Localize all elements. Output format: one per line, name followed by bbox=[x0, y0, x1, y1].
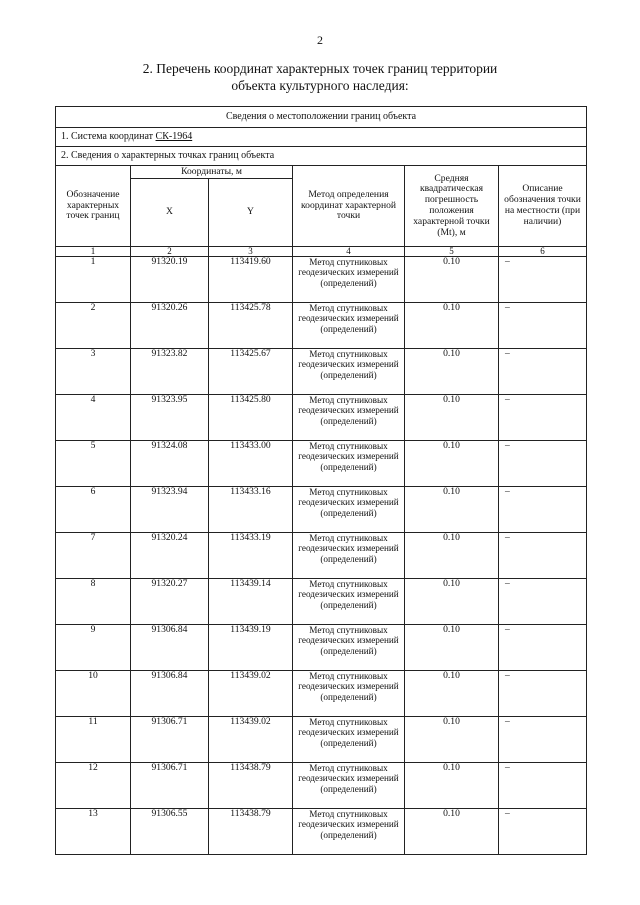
table-row bbox=[56, 809, 587, 855]
column-number: 6 bbox=[499, 247, 587, 257]
accuracy-cell: 0.10 bbox=[405, 533, 499, 579]
y-cell: 113433.19 bbox=[209, 533, 293, 579]
description-cell: – bbox=[499, 763, 587, 809]
point-cell: 11 bbox=[56, 717, 131, 763]
description-cell: – bbox=[499, 441, 587, 487]
description-cell: – bbox=[499, 717, 587, 763]
column-number: 3 bbox=[209, 247, 293, 257]
description-cell: – bbox=[499, 579, 587, 625]
coordinate-system-label: 1. Система координат bbox=[61, 130, 156, 142]
y-cell: 113439.02 bbox=[209, 671, 293, 717]
y-cell: 113425.80 bbox=[209, 395, 293, 441]
x-cell: 91306.71 bbox=[131, 717, 209, 763]
accuracy-cell: 0.10 bbox=[405, 441, 499, 487]
table-row bbox=[56, 579, 587, 625]
document-title bbox=[0, 60, 640, 94]
table-row bbox=[56, 395, 587, 441]
accuracy-cell: 0.10 bbox=[405, 349, 499, 395]
header-coordinates: Координаты, м bbox=[131, 166, 293, 179]
point-cell: 8 bbox=[56, 579, 131, 625]
header-x: X bbox=[131, 179, 209, 247]
x-cell: 91306.71 bbox=[131, 763, 209, 809]
point-cell: 4 bbox=[56, 395, 131, 441]
accuracy-cell: 0.10 bbox=[405, 625, 499, 671]
x-cell: 91320.19 bbox=[131, 257, 209, 303]
y-cell: 113439.14 bbox=[209, 579, 293, 625]
method-cell: Метод спутниковых геодезических измерений (определений) bbox=[293, 349, 405, 395]
table-row bbox=[56, 257, 587, 303]
point-cell: 10 bbox=[56, 671, 131, 717]
header-description: Описание обозначения точки на местности (при наличии) bbox=[499, 166, 587, 247]
description-cell: – bbox=[499, 257, 587, 303]
description-cell: – bbox=[499, 533, 587, 579]
y-cell: 113419.60 bbox=[209, 257, 293, 303]
column-number: 5 bbox=[405, 247, 499, 257]
x-cell: 91320.27 bbox=[131, 579, 209, 625]
y-cell: 113438.79 bbox=[209, 763, 293, 809]
section-header: Сведения о местоположении границ объекта bbox=[56, 107, 587, 128]
method-cell: Метод спутниковых геодезических измерений (определений) bbox=[293, 809, 405, 855]
title-line-2: объекта культурного наследия: bbox=[231, 78, 409, 93]
method-cell: Метод спутниковых геодезических измерений (определений) bbox=[293, 671, 405, 717]
x-cell: 91306.84 bbox=[131, 671, 209, 717]
table-row bbox=[56, 441, 587, 487]
table-row bbox=[56, 487, 587, 533]
description-cell: – bbox=[499, 625, 587, 671]
point-cell: 13 bbox=[56, 809, 131, 855]
table-row bbox=[56, 671, 587, 717]
point-cell: 12 bbox=[56, 763, 131, 809]
y-cell: 113438.79 bbox=[209, 809, 293, 855]
method-cell: Метод спутниковых геодезических измерений (определений) bbox=[293, 303, 405, 349]
table-row bbox=[56, 533, 587, 579]
method-cell: Метод спутниковых геодезических измерений (определений) bbox=[293, 395, 405, 441]
accuracy-cell: 0.10 bbox=[405, 487, 499, 533]
x-cell: 91320.26 bbox=[131, 303, 209, 349]
description-cell: – bbox=[499, 395, 587, 441]
header-y: Y bbox=[209, 179, 293, 247]
point-cell: 9 bbox=[56, 625, 131, 671]
accuracy-cell: 0.10 bbox=[405, 395, 499, 441]
table-row bbox=[56, 717, 587, 763]
point-cell: 2 bbox=[56, 303, 131, 349]
description-cell: – bbox=[499, 303, 587, 349]
point-cell: 5 bbox=[56, 441, 131, 487]
header-accuracy: Средняя квадратическая погрешность положения характерной точки (Mt), м bbox=[405, 166, 499, 247]
page-number: 2 bbox=[317, 33, 323, 47]
column-number: 4 bbox=[293, 247, 405, 257]
x-cell: 91323.95 bbox=[131, 395, 209, 441]
accuracy-cell: 0.10 bbox=[405, 671, 499, 717]
description-cell: – bbox=[499, 349, 587, 395]
method-cell: Метод спутниковых геодезических измерений (определений) bbox=[293, 487, 405, 533]
method-cell: Метод спутниковых геодезических измерений (определений) bbox=[293, 717, 405, 763]
method-cell: Метод спутниковых геодезических измерений (определений) bbox=[293, 257, 405, 303]
points-info-row: 2. Сведения о характерных точках границ объекта bbox=[56, 147, 587, 166]
point-cell: 6 bbox=[56, 487, 131, 533]
accuracy-cell: 0.10 bbox=[405, 717, 499, 763]
y-cell: 113439.19 bbox=[209, 625, 293, 671]
x-cell: 91323.94 bbox=[131, 487, 209, 533]
column-number: 1 bbox=[56, 247, 131, 257]
x-cell: 91306.84 bbox=[131, 625, 209, 671]
point-cell: 1 bbox=[56, 257, 131, 303]
description-cell: – bbox=[499, 671, 587, 717]
title-line-1: 2. Перечень координат характерных точек границ территории bbox=[142, 61, 498, 76]
point-cell: 7 bbox=[56, 533, 131, 579]
x-cell: 91320.24 bbox=[131, 533, 209, 579]
method-cell: Метод спутниковых геодезических измерений (определений) bbox=[293, 441, 405, 487]
header-method: Метод определения координат характерной точки bbox=[293, 166, 405, 247]
y-cell: 113425.78 bbox=[209, 303, 293, 349]
accuracy-cell: 0.10 bbox=[405, 763, 499, 809]
accuracy-cell: 0.10 bbox=[405, 303, 499, 349]
accuracy-cell: 0.10 bbox=[405, 809, 499, 855]
header-point-designation: Обозначение характерных точек границ bbox=[56, 166, 131, 247]
x-cell: 91323.82 bbox=[131, 349, 209, 395]
method-cell: Метод спутниковых геодезических измерений (определений) bbox=[293, 579, 405, 625]
method-cell: Метод спутниковых геодезических измерений (определений) bbox=[293, 625, 405, 671]
table-row bbox=[56, 303, 587, 349]
description-cell: – bbox=[499, 809, 587, 855]
accuracy-cell: 0.10 bbox=[405, 257, 499, 303]
point-cell: 3 bbox=[56, 349, 131, 395]
y-cell: 113433.00 bbox=[209, 441, 293, 487]
y-cell: 113425.67 bbox=[209, 349, 293, 395]
y-cell: 113439.02 bbox=[209, 717, 293, 763]
method-cell: Метод спутниковых геодезических измерений (определений) bbox=[293, 763, 405, 809]
coordinates-table bbox=[55, 106, 587, 855]
column-number: 2 bbox=[131, 247, 209, 257]
accuracy-cell: 0.10 bbox=[405, 579, 499, 625]
column-number-row bbox=[56, 247, 587, 257]
method-cell: Метод спутниковых геодезических измерений (определений) bbox=[293, 533, 405, 579]
table-row bbox=[56, 763, 587, 809]
table-row bbox=[56, 349, 587, 395]
table-row bbox=[56, 625, 587, 671]
coordinate-system-value: СК-1964 bbox=[155, 130, 193, 142]
x-cell: 91324.08 bbox=[131, 441, 209, 487]
coordinate-system-row bbox=[56, 128, 587, 147]
x-cell: 91306.55 bbox=[131, 809, 209, 855]
description-cell: – bbox=[499, 487, 587, 533]
y-cell: 113433.16 bbox=[209, 487, 293, 533]
